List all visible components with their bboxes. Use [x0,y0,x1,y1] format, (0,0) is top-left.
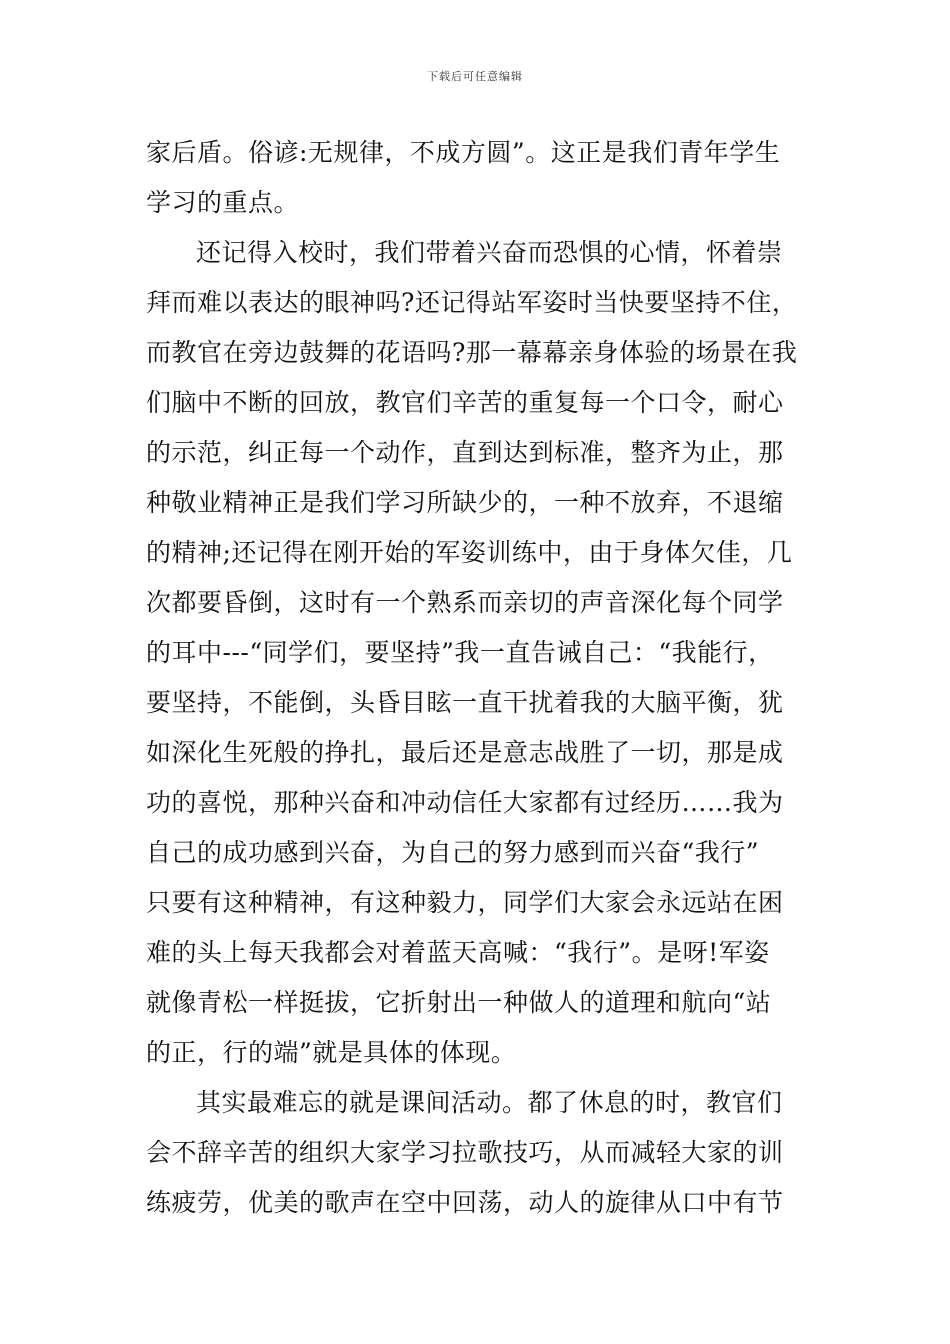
text-line: 会不辞辛苦的组织大家学习拉歌技巧，从而减轻大家的训 [146,1138,784,1167]
text-line: 还记得入校时，我们带着兴奋而恐惧的心情，怀着崇 [196,238,783,267]
text-line: 种敬业精神正是我们学习所缺少的，一种不放弃，不退缩 [146,488,784,517]
page-header: 下载后可任意编辑 [427,70,523,83]
text-line: 的示范，纠正每一个动作，直到达到标准，整齐为止，那 [146,438,784,467]
text-line: 们脑中不断的回放，教官们辛苦的重复每一个口令，耐心 [146,388,784,417]
text-line: 家后盾。俗谚:无规律，不成方圆”。这正是我们青年学生 [146,138,781,167]
text-line: 次都要昏倒，这时有一个熟系而亲切的声音深化每个同学 [146,588,784,617]
text-line: 的耳中---“同学们，要坚持”我一直告诫自己：“我能行， [146,638,774,667]
text-line: 的正，行的端”就是具体的体现。 [146,1038,517,1067]
text-line: 学习的重点。 [146,188,300,217]
text-line: 就像青松一样挺拔，它折射出一种做人的道理和航向“站 [146,988,772,1017]
text-line: 的精神;还记得在刚开始的军姿训练中，由于身体欠佳，几 [146,538,793,567]
text-line: 如深化生死般的挣扎，最后还是意志战胜了一切，那是成 [146,738,784,767]
text-line: 其实最难忘的就是课间活动。都了休息的时，教官们 [196,1088,783,1117]
text-line: 难的头上每天我都会对着蓝天高喊：“我行”。是呀!军姿 [146,938,770,967]
document-body [146,128,826,1228]
text-line: 要坚持，不能倒，头昏目眩一直干扰着我的大脑平衡，犹 [146,688,784,717]
text-line: 而教官在旁边鼓舞的花语吗?那一幕幕亲身体验的场景在我 [146,338,798,367]
text-line: 练疲劳，优美的歌声在空中回荡，动人的旋律从口中有节 [146,1188,784,1217]
text-line: 功的喜悦，那种兴奋和冲动信任大家都有过经历……我为 [146,788,784,817]
text-line: 拜而难以表达的眼神吗?还记得站军姿时当快要坚持不住， [146,288,798,317]
text-line: 只要有这种精神，有这种毅力，同学们大家会永远站在困 [146,888,784,917]
text-line: 自己的成功感到兴奋，为自己的努力感到而兴奋“我行” [146,838,760,867]
